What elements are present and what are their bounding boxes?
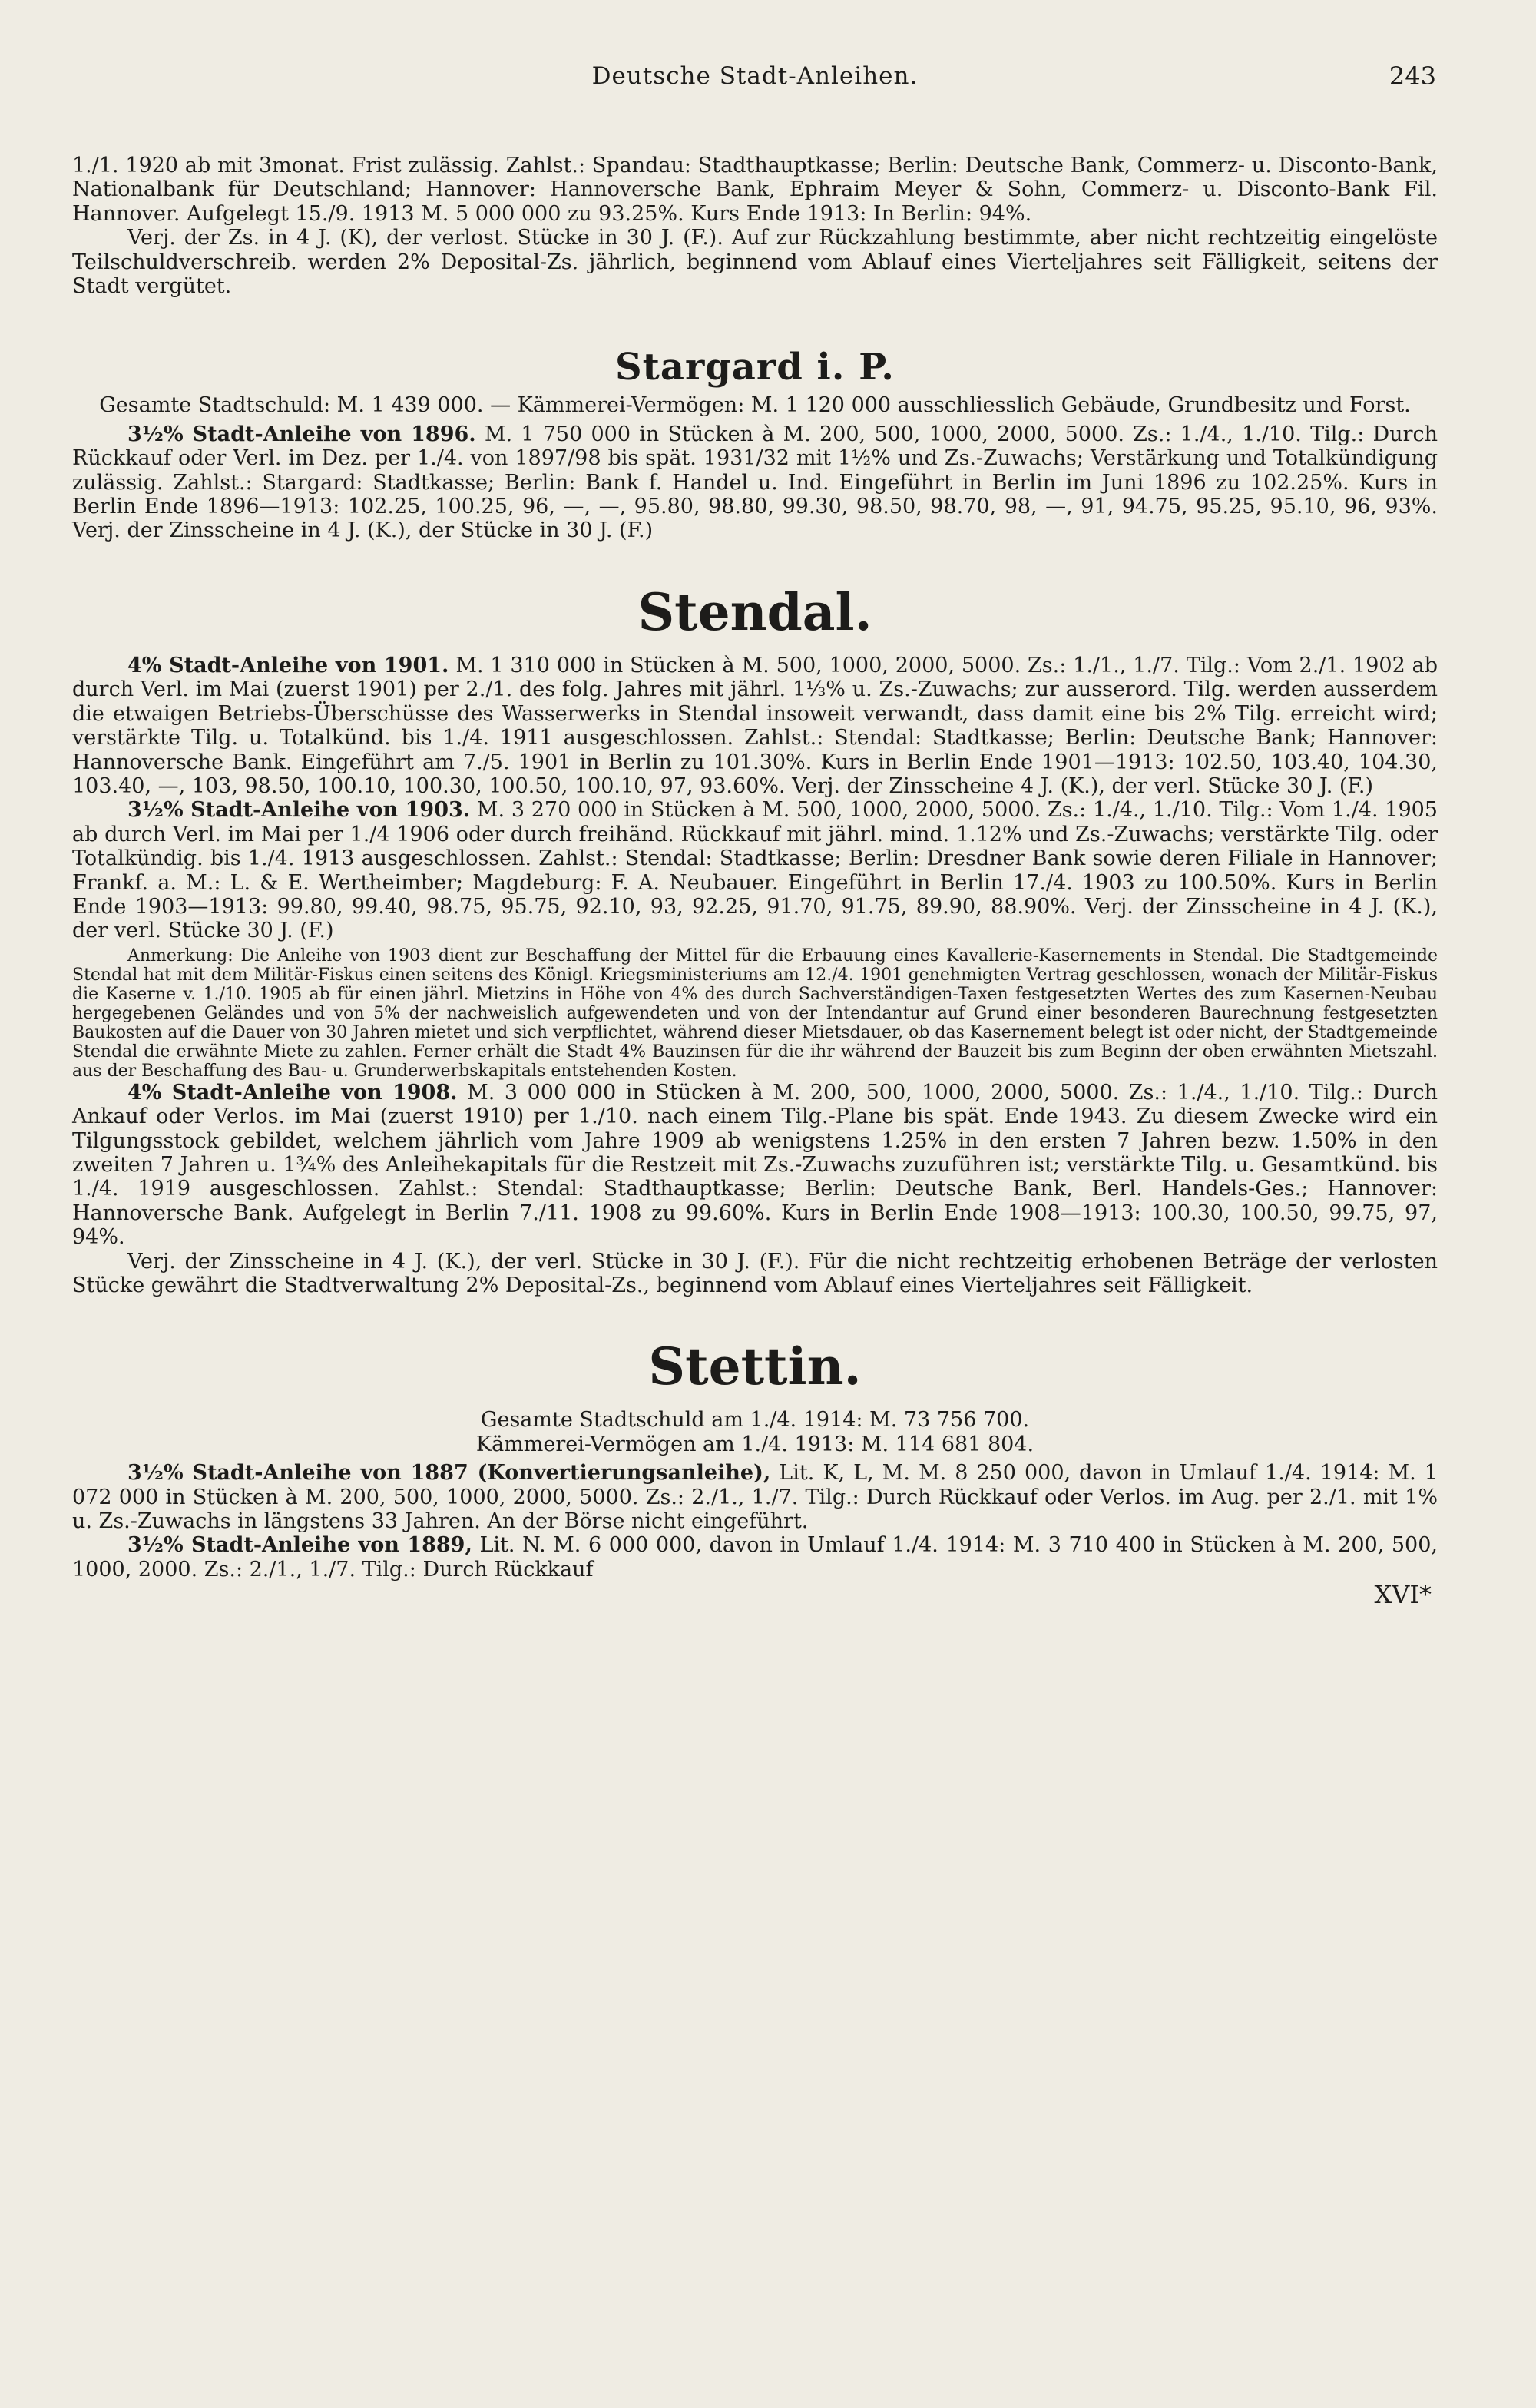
loan-entry-stettin-1887: [72, 1461, 1438, 1533]
loan-entry-stendal-1908-verjaehrung: Verj. der Zinsscheine in 4 J. (K.), der verl. Stücke in 30 J. (F.). Für die nicht rechtzeitig erhobenen Beträge der verlosten Stücke gewährt die Stadtverwaltung 2% Deposital-Zs., beginnend vom Ablauf eines Vierteljahres seit Fälligkeit.: [72, 1249, 1438, 1297]
loan-entry-stendal-1908: [72, 1081, 1438, 1250]
stargard-summary: Gesamte Stadtschuld: M. 1 439 000. — Kämmerei-Vermögen: M. 1 120 000 ausschliesslich Gebäude, Grundbesitz und Forst.: [99, 393, 1411, 418]
carryover-paragraph-verjaehrung: Verj. der Zs. in 4 J. (K), der verlost. Stücke in 30 J. (F.). Auf zur Rückzahlung bestimmte, aber nicht rechtzeitig eingelöste Teilschuldverschreib. werden 2% Deposital-Zs. jährlich, beginnend vom Ablauf eines Vierteljahres seit Fälligkeit, seitens der Stadt vergütet.: [72, 226, 1438, 299]
carryover-paragraph: 1./1. 1920 ab mit 3monat. Frist zulässig. Zahlst.: Spandau: Stadthauptkasse; Berlin: Deutsche Bank, Commerz- u. Disconto-Bank, Nationalbank für Deutschland; Hannover: Hannoversche Bank, Ephraim Meyer & Sohn, Commerz- u. Disconto-Bank Fil. Hannover. Aufgelegt 15./9. 1913 M. 5 000 000 zu 93.25%. Kurs Ende 1913: In Berlin: 94%.: [72, 154, 1438, 226]
loan-entry-stargard-1896: [72, 422, 1438, 543]
loan-title: 4% Stadt-Anleihe von 1901.: [127, 653, 449, 677]
loan-title: 4% Stadt-Anleihe von 1908.: [127, 1080, 458, 1105]
stettin-debt-line: Gesamte Stadtschuld am 1./4. 1914: M. 73 756 700.: [480, 1408, 1030, 1433]
loan-text: M. 1 750 000 in Stücken à M. 200, 500, 1000, 2000, 5000. Zs.: 1./4., 1./10. Tilg.: Durch Rückkauf oder Verl. im Dez. per 1./4. von 1897/98 bis spät. 1931/32 mit 1½% und Zs.-Zuwachs; Verstärkung und Totalkündigung zulässig. Zahlst.: Stargard: Stadtkasse; Berlin: Bank f. Handel u. Ind. Eingeführt in Berlin im Juni 1896 zu 102.25%. Kurs in Berlin Ende 1896—1913: 102.25, 100.25, 96, —, —, 95.80, 98.80, 99.30, 98.50, 98.70, 98, —, 91, 94.75, 95.25, 95.10, 96, 93%. Verj. der Zinsscheine in 4 J. (K.), der Stücke in 30 J. (F.): [72, 422, 1438, 543]
city-heading-stargard: Stargard i. P.: [615, 346, 895, 389]
footnote-anmerkung: [72, 946, 1438, 1081]
loan-title: 3½% Stadt-Anleihe von 1889,: [127, 1533, 472, 1558]
loan-text: Lit. K, L, M. M. 8 250 000, davon in Umlauf 1./4. 1914: M. 1 072 000 in Stücken à M. 200, 500, 1000, 2000, 5000. Zs.: 2./1., 1./7. Tilg.: Durch Rückkauf oder Verlos. im Aug. per 2./1. mit 1% u. Zs.-Zuwachs in längstens 33 Jahren. An der Börse nicht eingeführt.: [72, 1461, 1438, 1534]
loan-title: 3½% Stadt-Anleihe von 1896.: [127, 422, 476, 446]
loan-text: Lit. N. M. 6 000 000, davon in Umlauf 1./4. 1914: M. 3 710 400 in Stücken à M. 200, 500, 1000, 2000. Zs.: 2./1., 1./7. Tilg.: Durch Rückkauf: [72, 1533, 1438, 1582]
running-head: [72, 61, 1438, 108]
page-number: 243: [1389, 61, 1436, 91]
signature-mark: XVI*: [1374, 1580, 1432, 1610]
loan-text: M. 3 270 000 in Stücken à M. 500, 1000, 2000, 5000. Zs.: 1./4., 1./10. Tilg.: Vom 1./4. 1905 ab durch Verl. im Mai per 1./4 1906 oder durch freihänd. Rückkauf mit jährl. mind. 1.12% und Zs.-Zuwachs; verstärkte Tilg. oder Totalkündig. bis 1./4. 1913 ausgeschlossen. Zahlst.: Stendal: Stadtkasse; Berlin: Dresdner Bank sowie deren Filiale in Hannover; Frankf. a. M.: L. & E. Wertheimber; Magdeburg: F. A. Neubauer. Eingeführt in Berlin 17./4. 1903 zu 100.50%. Kurs in Berlin Ende 1903—1913: 99.80, 99.40, 98.75, 95.75, 92.10, 93, 92.25, 91.70, 91.75, 89.90, 88.90%. Verj. der Zinsscheine in 4 J. (K.), der verl. Stücke 30 J. (F.): [72, 798, 1438, 943]
city-heading-stendal: Stendal.: [637, 581, 872, 642]
loan-title: 3½% Stadt-Anleihe von 1903.: [127, 798, 471, 823]
loan-entry-stendal-1901: [72, 654, 1438, 798]
city-heading-stettin: Stettin.: [648, 1336, 862, 1397]
loan-entry-stendal-1903: [72, 798, 1438, 942]
stettin-assets-line: Kämmerei-Vermögen am 1./4. 1913: M. 114 681 804.: [475, 1432, 1034, 1456]
loan-entry-stettin-1889: [72, 1533, 1438, 1582]
loan-text: M. 3 000 000 in Stücken à M. 200, 500, 1000, 2000, 5000. Zs.: 1./4., 1./10. Tilg.: Durch Ankauf oder Verlos. im Mai (zuerst 1910) per 1./10. nach einem Tilg.-Plane bis spät. Ende 1943. Zu diesem Zwecke wird ein Tilgungsstock gebildet, welchem jährlich vom Jahre 1909 ab wenigstens 1.25% in den ersten 7 Jahren bezw. 1.50% in den zweiten 7 Jahren u. 1¾% des Anleihekapitals für die Restzeit mit Zs.-Zuwachs zuzuführen ist; verstärkte Tilg. u. Gesamtkünd. bis 1./4. 1919 ausgeschlossen. Zahlst.: Stendal: Stadthauptkasse; Berlin: Deutsche Bank, Berl. Handels-Ges.; Hannover: Hannoversche Bank. Aufgelegt in Berlin 7./11. 1908 zu 99.60%. Kurs in Berlin Ende 1908—1913: 100.30, 100.50, 99.75, 97, 94%.: [72, 1080, 1438, 1250]
loan-title: 3½% Stadt-Anleihe von 1887 (Konvertierungsanleihe),: [127, 1461, 771, 1486]
loan-text: M. 1 310 000 in Stücken à M. 500, 1000, 2000, 5000. Zs.: 1./1., 1./7. Tilg.: Vom 2./1. 1902 ab durch Verl. im Mai (zuerst 1901) per 2./1. des folg. Jahres mit jährl. 1⅓% u. Zs.-Zuwachs; zur ausserord. Tilg. werden ausserdem die etwaigen Betriebs-Überschüsse des Wasserwerks in Stendal insoweit verwandt, dass damit eine bis 2% Tilg. erreicht wird; verstärkte Tilg. u. Totalkünd. bis 1./4. 1911 ausgeschlossen. Zahlst.: Stendal: Stadtkasse; Berlin: Deutsche Bank; Hannover: Hannoversche Bank. Eingeführt am 7./5. 1901 in Berlin zu 101.30%. Kurs in Berlin Ende 1901—1913: 102.50, 103.40, 104.30, 103.40, —, 103, 98.50, 100.10, 100.30, 100.50, 100.10, 97, 93.60%. Verj. der Zinsscheine 4 J. (K.), der verl. Stücke 30 J. (F.): [72, 653, 1438, 798]
running-title: Deutsche Stadt-Anleihen.: [591, 62, 919, 90]
note-label: Anmerkung:: [127, 946, 233, 966]
note-text: Die Anleihe von 1903 dient zur Beschaffung der Mittel für die Erbauung eines Kavallerie-Kasernements in Stendal. Die Stadtgemeinde Stendal hat mit dem Militär-Fiskus einen seitens des Königl. Kriegsministeriums am 12./4. 1901 genehmigten Vertrag geschlossen, wonach der Militär-Fiskus die Kaserne v. 1./10. 1905 ab für einen jährl. Mietzins in Höhe von 4% des durch Sachverständigen-Taxen festgesetzten Wertes des zum Kasernen-Neubau hergegebenen Geländes und von 5% der nachweislich aufgewendeten und von der Intendantur auf Grund einer besonderen Baurechnung festgesetzten Baukosten auf die Dauer von 30 Jahren mietet und sich verpflichtet, während dieser Mietsdauer, ob das Kasernement belegt ist oder nicht, der Stadtgemeinde Stendal die erwähnte Miete zu zahlen. Ferner erhält die Stadt 4% Bauzinsen für die ihr während der Bauzeit bis zum Beginn der oben erwähnten Mietszahl. aus der Beschaffung des Bau- u. Grunderwerbskapitals entstehenden Kosten.: [72, 946, 1438, 1081]
